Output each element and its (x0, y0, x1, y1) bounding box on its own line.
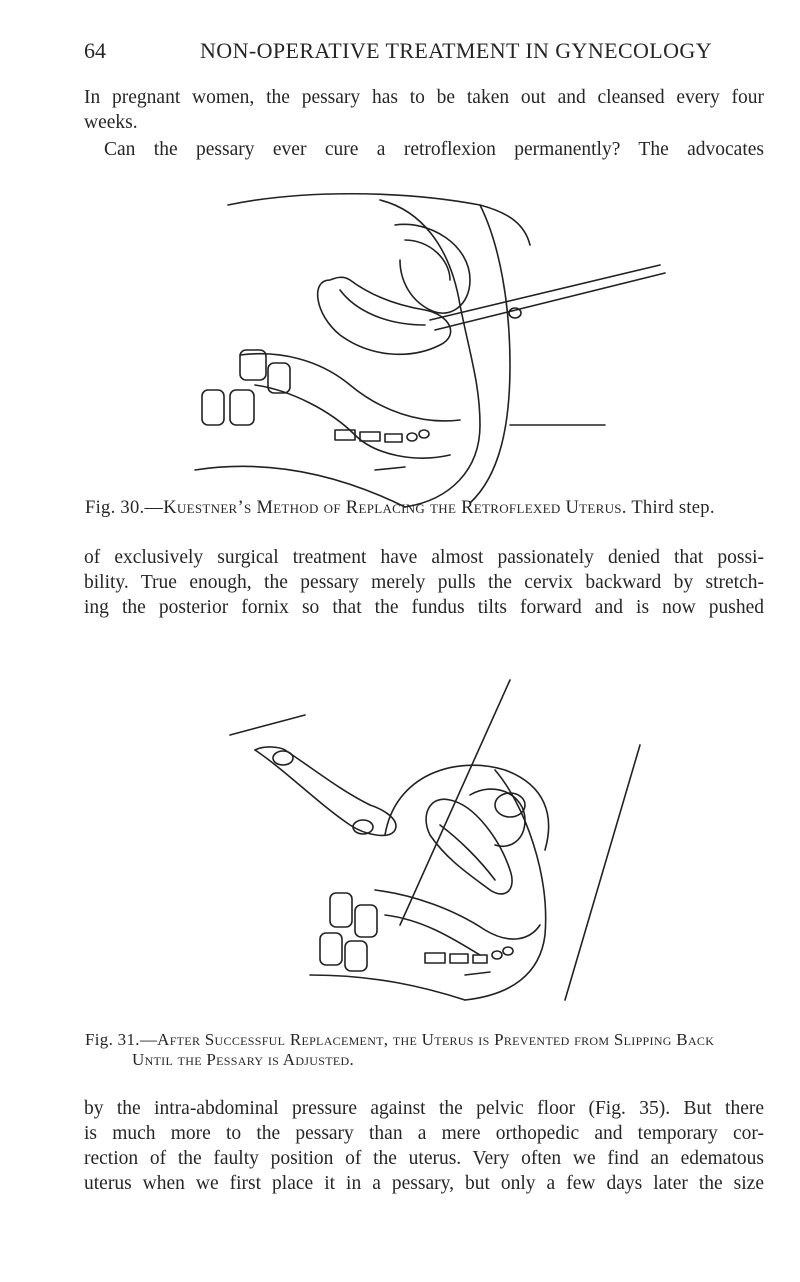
text-line: Can the pessary ever cure a retroflexion permanently? The advocates (104, 139, 764, 160)
figure-30-caption (85, 498, 715, 519)
text-line: ing the posterior fornix so that the fundus tilts forward and is now pushed (84, 597, 764, 618)
text-line: is much more to the pessary than a mere orthopedic and temporary cor- (84, 1123, 764, 1144)
figure-31-drawing (225, 675, 655, 1005)
text-line: uterus when we first place it in a pessary, but only a few days later the size (84, 1173, 764, 1194)
text-line: rection of the faulty position of the uterus. Very often we find an edematous (84, 1148, 764, 1169)
text-line: of exclusively surgical treatment have almost passionately denied that possi- (84, 547, 764, 568)
figure-30-label: Fig. 30. (85, 498, 145, 518)
text-line: by the intra-abdominal pressure against the pelvic floor (Fig. 35). But there (84, 1098, 764, 1119)
paragraph-2 (84, 137, 764, 162)
figure-31-label: Fig. 31. (85, 1030, 140, 1049)
text-line: In pregnant women, the pessary has to be taken out and cleansed every four (84, 87, 764, 108)
figure-30-title: —Kuestner’s Method of Replacing the Retroflexed Uterus. (144, 498, 627, 518)
page-number: 64 (84, 38, 106, 63)
paragraph-1 (84, 85, 764, 135)
paragraph-3 (84, 545, 764, 620)
caption-line (85, 1030, 765, 1050)
figure-30-illustration (180, 185, 680, 515)
figure-31-title-line2: Until the Pessary is Adjusted. (132, 1050, 354, 1069)
paragraph-4 (84, 1096, 764, 1196)
figure-30-suffix: Third step. (631, 498, 715, 518)
running-title: NON-OPERATIVE TREATMENT IN GYNECOLOGY (200, 38, 713, 63)
figure-31-caption (85, 1030, 765, 1070)
figure-31-title-line1: —After Successful Replacement, the Uterus is Prevented from Slipping Back (139, 1030, 715, 1049)
figure-30-drawing (180, 185, 680, 515)
figure-31-illustration (225, 675, 655, 1005)
text-line: weeks. (84, 112, 138, 133)
text-line: bility. True enough, the pessary merely pulls the cervix backward by stretch- (84, 572, 764, 593)
